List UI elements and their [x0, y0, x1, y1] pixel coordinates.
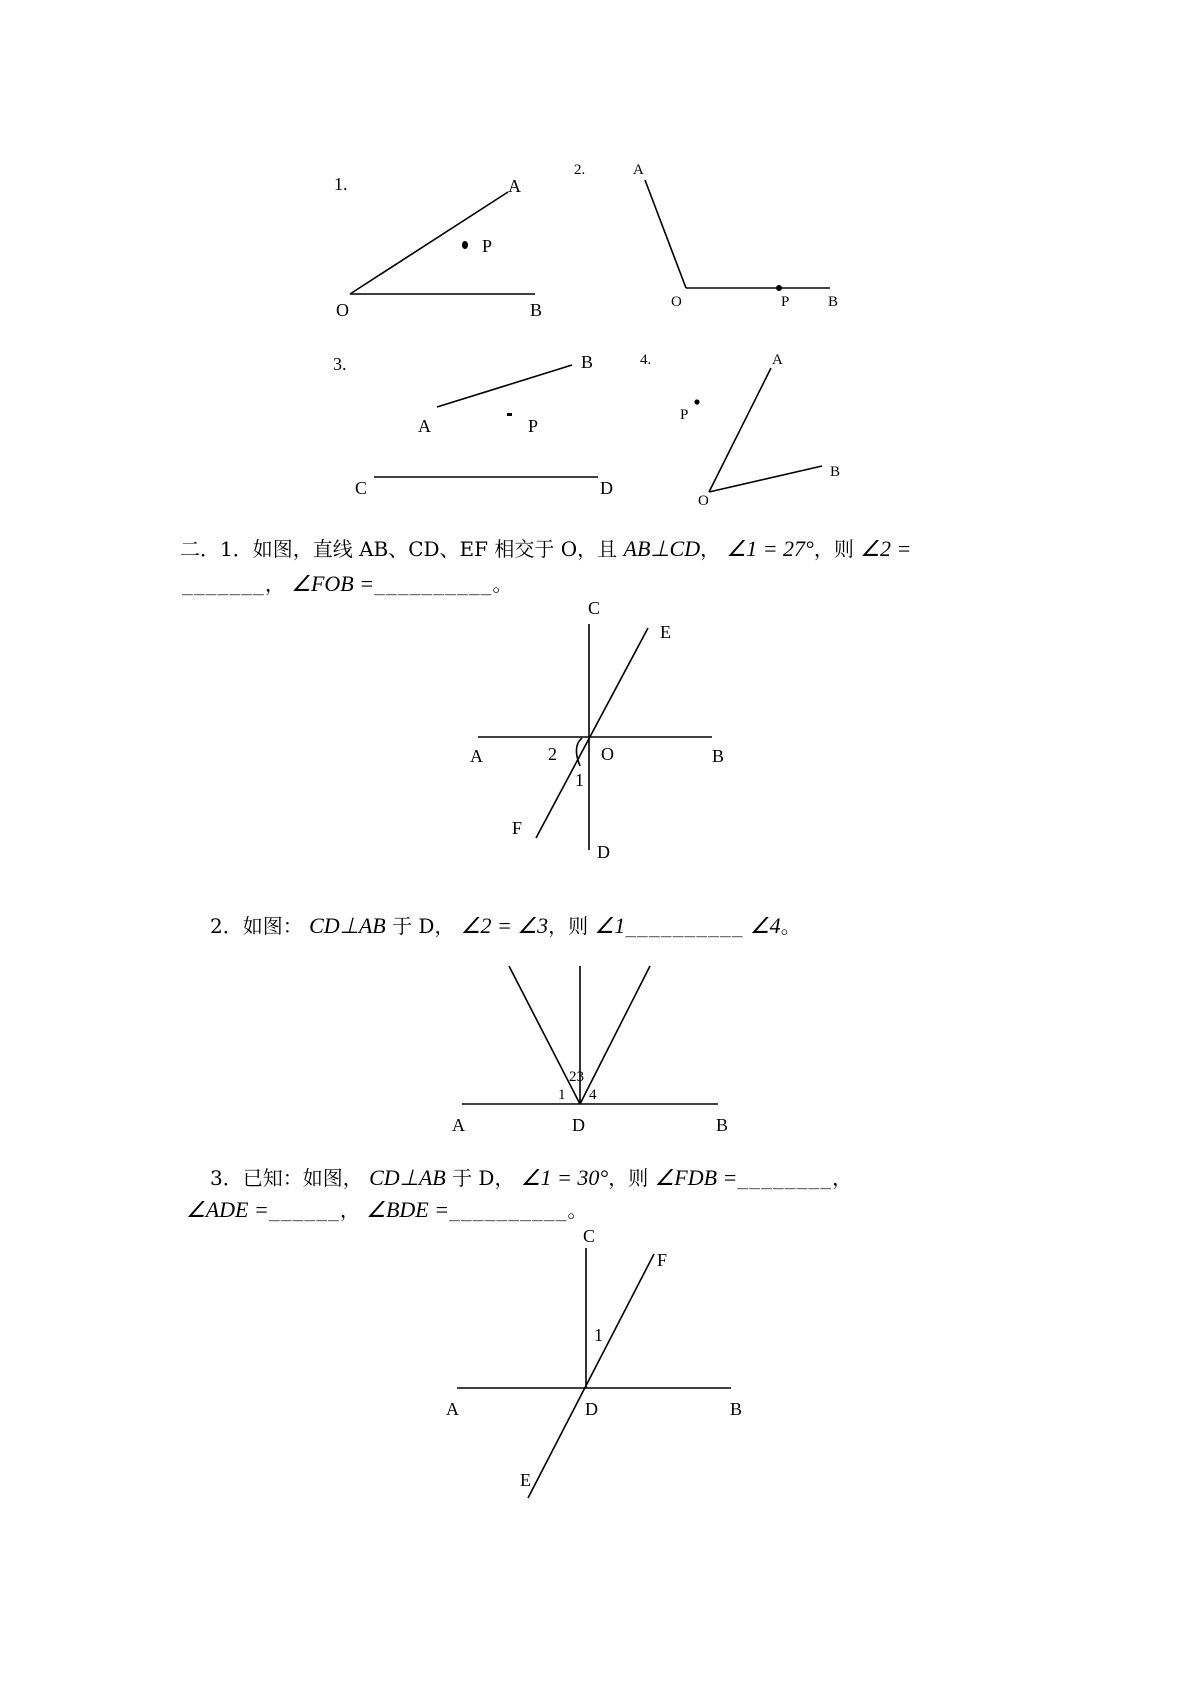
label-P: P: [781, 294, 790, 310]
label-angle-1: 1: [575, 770, 584, 790]
q2-angle-4: ∠4: [749, 913, 781, 938]
q3-line-2: [186, 1196, 587, 1226]
q3-angle-fdb: ∠FDB =: [654, 1165, 738, 1190]
label-P: P: [482, 236, 493, 256]
label-F: F: [657, 1250, 668, 1270]
q2-end: 。: [780, 914, 801, 938]
figure-4: [640, 352, 840, 509]
point-P: [694, 399, 699, 404]
q2-at-d: 于 D，: [392, 914, 455, 938]
label-B: B: [530, 300, 543, 320]
q2-angle-eq: ∠2 = ∠3: [460, 913, 549, 938]
q1-angle-1: ∠1 = 27°: [726, 536, 814, 561]
label-F: F: [512, 818, 523, 838]
q3-prefix: 3．已知：如图，: [210, 1166, 363, 1190]
q3-blank-3[interactable]: __________: [449, 1201, 568, 1222]
label-C: C: [355, 478, 368, 498]
label-P: P: [680, 407, 689, 423]
label-B: B: [830, 464, 841, 480]
label-O: O: [698, 493, 709, 509]
q3-blank-1[interactable]: ________: [737, 1169, 833, 1190]
figure-2-number: 2.: [574, 162, 586, 178]
ray-OA: [709, 368, 771, 492]
label-D: D: [572, 1115, 585, 1135]
q3-then: ，则: [608, 1166, 649, 1190]
label-angle-4: 4: [589, 1087, 597, 1103]
label-A: A: [772, 352, 783, 368]
label-angles-2-3: 23: [569, 1069, 584, 1085]
q3-blank-2[interactable]: ______: [268, 1201, 340, 1222]
figure-3-number: 3.: [333, 354, 347, 374]
label-B: B: [730, 1399, 743, 1419]
label-O: O: [601, 744, 614, 764]
figure-4-number: 4.: [640, 352, 652, 368]
label-E: E: [520, 1470, 531, 1490]
q3-angle-ade: ∠ADE =: [186, 1197, 269, 1222]
label-angle-1: 1: [558, 1087, 566, 1103]
segment-AB: [437, 365, 572, 407]
q1-line-1: [180, 535, 911, 563]
q1-ab-perp-cd: AB⊥CD: [623, 536, 701, 561]
q2-then: ，则: [548, 914, 589, 938]
label-B: B: [828, 294, 839, 310]
q1-prefix: 二．1．如图，直线 AB、CD、EF 相交于 O，且: [180, 537, 618, 561]
label-B: B: [712, 746, 725, 766]
label-angle-2: 2: [548, 744, 557, 764]
q3-angle-1: ∠1 = 30°: [520, 1165, 609, 1190]
figure-3: [333, 352, 613, 498]
label-D: D: [597, 842, 610, 862]
label-A: A: [418, 416, 431, 436]
q1-blank-2[interactable]: __________: [374, 575, 493, 596]
label-D: D: [600, 478, 613, 498]
label-O: O: [336, 300, 349, 320]
q1-comma: ，: [700, 537, 721, 561]
q2-line: [210, 912, 801, 942]
label-A: A: [633, 162, 644, 178]
q3-at-d: 于 D，: [452, 1166, 515, 1190]
line-EF: [536, 628, 648, 838]
q3-cd-perp-ab: CD⊥AB: [369, 1165, 446, 1190]
point-P: [776, 285, 782, 291]
q1-blank-1[interactable]: _______: [182, 575, 265, 596]
q1-comma-2: ，: [264, 572, 285, 596]
figure-1-number: 1.: [334, 174, 348, 194]
q1-then: ，则: [813, 537, 854, 561]
label-C: C: [588, 598, 601, 618]
q1-angle-2: ∠2 =: [860, 536, 912, 561]
q1-diagram: [470, 598, 724, 862]
q2-prefix: 2．如图：: [210, 914, 303, 938]
line-EF: [528, 1254, 654, 1498]
ray-OB: [709, 466, 822, 492]
q2-angle-1: ∠1: [594, 913, 626, 938]
label-O: O: [671, 294, 682, 310]
q3-angle-bde: ∠BDE =: [366, 1197, 450, 1222]
figure-2: [574, 162, 838, 310]
q1-angle-fob: ∠FOB =: [291, 571, 375, 596]
label-C: C: [583, 1226, 596, 1246]
label-B: B: [716, 1115, 729, 1135]
point-P: [462, 241, 468, 249]
label-D: D: [585, 1399, 598, 1419]
q3-line-1: [210, 1164, 852, 1194]
label-A: A: [446, 1399, 459, 1419]
q1-line-2: [182, 570, 512, 600]
label-B: B: [581, 352, 594, 372]
q2-diagram: [452, 966, 728, 1135]
point-P: [507, 413, 512, 416]
q3-diagram: [446, 1226, 742, 1498]
label-A: A: [508, 176, 521, 196]
label-angle-1: 1: [594, 1325, 603, 1345]
q1-end: 。: [492, 572, 513, 596]
q2-blank[interactable]: __________: [625, 917, 744, 938]
q2-cd-perp-ab: CD⊥AB: [309, 913, 386, 938]
q3-comma-2: ，: [339, 1198, 360, 1222]
figure-1: [334, 174, 542, 320]
ray-OA: [645, 180, 686, 288]
q3-end: 。: [567, 1198, 588, 1222]
label-P: P: [528, 416, 539, 436]
label-A: A: [470, 746, 483, 766]
right-ray: [580, 966, 650, 1104]
label-E: E: [660, 622, 671, 642]
label-A: A: [452, 1115, 465, 1135]
q3-comma-1: ，: [832, 1166, 853, 1190]
